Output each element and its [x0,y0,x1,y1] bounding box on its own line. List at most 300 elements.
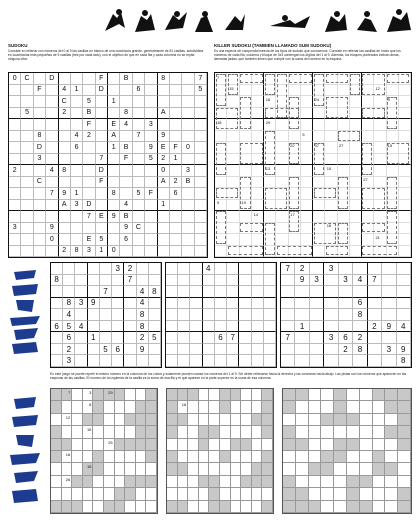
killer-cell[interactable] [276,142,288,154]
killer-cell[interactable] [264,211,276,223]
killer-cell[interactable] [325,119,337,131]
killer-cell[interactable] [399,119,411,131]
samurai-cell[interactable] [124,286,136,298]
samurai-cell[interactable] [239,355,251,367]
kakuro-cell[interactable] [283,414,296,426]
sudoku-cell[interactable] [83,73,95,85]
kakuro-cell[interactable] [373,476,386,488]
sudoku-cell[interactable] [21,188,33,200]
killer-cell[interactable] [313,211,325,223]
samurai-cell[interactable]: 8 [137,309,149,321]
kakuro-cell[interactable] [178,426,189,438]
sudoku-cell[interactable]: 0 [158,165,170,177]
samurai-cell[interactable] [227,355,239,367]
sudoku-cell[interactable] [170,223,182,235]
sudoku-cell[interactable]: F [96,73,108,85]
sudoku-cell[interactable] [158,96,170,108]
kakuro-cell[interactable] [283,463,296,475]
samurai-cell[interactable] [264,332,276,344]
samurai-cell[interactable] [190,275,202,287]
kakuro-cell[interactable] [360,439,373,451]
killer-cell[interactable] [240,211,252,223]
killer-cell[interactable] [374,96,386,108]
samurai-cell[interactable] [264,275,276,287]
samurai-cell[interactable] [397,309,411,321]
samurai-cell[interactable] [112,298,124,310]
samurai-cell[interactable] [203,332,215,344]
sudoku-cell[interactable] [182,234,194,246]
sudoku-cell[interactable]: E [108,119,120,131]
samurai-cell[interactable] [51,286,63,298]
sudoku-cell[interactable] [21,142,33,154]
samurai-cell[interactable] [397,286,411,298]
sudoku-cell[interactable]: 2 [59,246,71,258]
kakuro-cell[interactable] [347,451,360,463]
sudoku-cell[interactable] [195,154,207,166]
samurai-cell[interactable] [281,309,295,321]
kakuro-cell[interactable] [146,501,157,513]
kakuro-cell[interactable] [347,389,360,401]
killer-cell[interactable] [325,154,337,166]
sudoku-cell[interactable] [170,119,182,131]
killer-cell[interactable] [387,131,399,143]
sudoku-cell[interactable] [182,200,194,212]
kakuro-cell[interactable] [241,401,252,413]
sudoku-cell[interactable] [96,200,108,212]
kakuro-cell[interactable] [93,501,104,513]
sudoku-cell[interactable] [108,177,120,189]
kakuro-cell[interactable] [188,439,199,451]
samurai-cell[interactable] [281,321,295,333]
samurai-cell[interactable] [149,263,161,275]
killer-cell[interactable] [350,165,362,177]
kakuro-cell[interactable] [309,401,322,413]
kakuro-cell[interactable] [93,476,104,488]
sudoku-cell[interactable]: 5 [195,85,207,97]
sudoku-cell[interactable] [133,234,145,246]
killer-cell[interactable] [276,211,288,223]
killer-cell[interactable] [325,200,337,212]
samurai-cell[interactable] [239,309,251,321]
sudoku-cell[interactable] [120,131,132,143]
samurai-cell[interactable] [353,321,367,333]
sudoku-cell[interactable] [108,73,120,85]
kakuro-cell[interactable] [231,426,242,438]
kakuro-cell[interactable] [296,476,309,488]
samurai-cell[interactable] [281,275,295,287]
samurai-cell[interactable] [339,286,353,298]
kakuro-cell[interactable] [83,426,94,438]
sudoku-cell[interactable] [133,96,145,108]
samurai-cell[interactable] [203,355,215,367]
sudoku-cell[interactable] [170,165,182,177]
sudoku-cell[interactable] [59,142,71,154]
kakuro-cell[interactable] [231,451,242,463]
kakuro-cell[interactable] [188,463,199,475]
sudoku-cell[interactable]: 9 [120,223,132,235]
kakuro-cell[interactable] [62,476,73,488]
samurai-cell[interactable] [75,344,87,356]
samurai-cell[interactable]: 6 [353,298,367,310]
sudoku-cell[interactable] [158,246,170,258]
kakuro-cell[interactable] [385,414,398,426]
samurai-cell[interactable] [88,344,100,356]
sudoku-cell[interactable]: 5 [133,188,145,200]
killer-cell[interactable] [240,85,252,97]
sudoku-cell[interactable] [158,85,170,97]
samurai-cell[interactable] [368,298,382,310]
kakuro-cell[interactable] [209,439,220,451]
sudoku-cell[interactable] [83,177,95,189]
samurai-cell[interactable] [281,344,295,356]
killer-cell[interactable] [313,131,325,143]
sudoku-cell[interactable]: 7 [83,211,95,223]
killer-cell[interactable] [301,142,313,154]
sudoku-cell[interactable]: 2 [170,177,182,189]
samurai-cell[interactable] [368,344,382,356]
killer-cell[interactable] [252,85,264,97]
sudoku-cell[interactable] [59,211,71,223]
kakuro-cell[interactable] [360,414,373,426]
kakuro-cell[interactable] [241,389,252,401]
kakuro-cell[interactable] [321,476,334,488]
samurai-cell[interactable] [149,355,161,367]
sudoku-cell[interactable] [145,177,157,189]
samurai-cell[interactable] [100,321,112,333]
kakuro-cell[interactable] [83,451,94,463]
sudoku-cell[interactable]: 4 [120,119,132,131]
killer-cell[interactable] [338,165,350,177]
kakuro-cell[interactable] [72,463,83,475]
samurai-cell[interactable] [178,332,190,344]
samurai-cell[interactable] [112,286,124,298]
killer-cell[interactable] [399,177,411,189]
sudoku-cell[interactable] [170,131,182,143]
sudoku-cell[interactable] [120,96,132,108]
sudoku-cell[interactable] [120,85,132,97]
samurai-cell[interactable] [368,263,382,275]
samurai-cell[interactable] [264,355,276,367]
sudoku-cell[interactable]: E [158,142,170,154]
samurai-cell[interactable] [239,275,251,287]
kakuro-cell[interactable] [51,463,62,475]
samurai-cell[interactable] [124,332,136,344]
samurai-cell[interactable] [215,344,227,356]
sudoku-cell[interactable] [46,200,58,212]
killer-cell[interactable] [325,131,337,143]
samurai-cell[interactable] [215,321,227,333]
killer-cell[interactable] [289,165,301,177]
samurai-cell[interactable] [100,263,112,275]
sudoku-cell[interactable]: C [21,73,33,85]
sudoku-cell[interactable] [9,131,21,143]
samurai-cell[interactable] [397,263,411,275]
kakuro-cell[interactable] [241,488,252,500]
sudoku-cell[interactable] [170,96,182,108]
sudoku-cell[interactable] [182,96,194,108]
kakuro-cell[interactable] [125,389,136,401]
samurai-cell[interactable] [324,275,338,287]
sudoku-cell[interactable]: 3 [9,223,21,235]
sudoku-cell[interactable] [71,177,83,189]
kakuro-cell[interactable] [83,401,94,413]
samurai-cell[interactable] [190,298,202,310]
sudoku-cell[interactable] [133,119,145,131]
sudoku-cell[interactable] [145,223,157,235]
samurai-cell[interactable] [382,275,396,287]
sudoku-cell[interactable] [170,73,182,85]
samurai-cell[interactable] [149,275,161,287]
kakuro-cell[interactable] [115,476,126,488]
samurai-cell[interactable]: 5 [63,321,75,333]
samurai-cell[interactable] [339,298,353,310]
samurai-cell[interactable]: 8 [397,355,411,367]
samurai-cell[interactable] [295,286,309,298]
kakuro-cell[interactable] [93,439,104,451]
killer-cell[interactable] [215,177,227,189]
sudoku-cell[interactable] [9,119,21,131]
sudoku-cell[interactable] [59,119,71,131]
kakuro-cell[interactable] [72,488,83,500]
killer-cell[interactable] [350,234,362,246]
kakuro-cell[interactable] [309,414,322,426]
sudoku-cell[interactable]: 2 [9,165,21,177]
samurai-cell[interactable] [295,355,309,367]
killer-cell[interactable] [301,188,313,200]
samurai-cell[interactable] [203,298,215,310]
samurai-cell[interactable]: 9 [295,275,309,287]
samurai-cell[interactable] [324,355,338,367]
sudoku-cell[interactable]: 1 [108,96,120,108]
samurai-cell[interactable] [75,275,87,287]
sudoku-cell[interactable] [120,246,132,258]
kakuro-cell[interactable] [83,488,94,500]
kakuro-cell[interactable] [83,439,94,451]
kakuro-cell[interactable] [104,439,115,451]
sudoku-cell[interactable]: 2 [83,131,95,143]
sudoku-cell[interactable] [9,108,21,120]
killer-cell[interactable] [227,154,239,166]
samurai-cell[interactable] [88,275,100,287]
samurai-cell[interactable]: 2 [353,332,367,344]
killer-cell[interactable] [350,154,362,166]
samurai-cell[interactable] [178,344,190,356]
kakuro-cell[interactable] [231,414,242,426]
sudoku-cell[interactable] [34,119,46,131]
sudoku-cell[interactable]: 8 [59,165,71,177]
killer-cell[interactable] [338,85,350,97]
sudoku-cell[interactable] [71,73,83,85]
sudoku-cell[interactable] [145,234,157,246]
killer-cell[interactable] [215,131,227,143]
kakuro-cell[interactable] [178,451,189,463]
kakuro-cell[interactable] [296,401,309,413]
samurai-cell[interactable] [368,286,382,298]
kakuro-cell[interactable] [385,439,398,451]
samurai-cell[interactable] [149,321,161,333]
sudoku-cell[interactable] [83,85,95,97]
samurai-cell[interactable] [310,355,324,367]
samurai-cell[interactable]: 4 [203,263,215,275]
samurai-cell[interactable] [166,298,178,310]
samurai-cell[interactable] [339,321,353,333]
sudoku-cell[interactable]: A [158,177,170,189]
samurai-cell[interactable]: 3 [339,275,353,287]
samurai-cell[interactable]: 8 [353,344,367,356]
sudoku-cell[interactable] [145,211,157,223]
samurai-cell[interactable] [239,263,251,275]
samurai-cell[interactable] [324,309,338,321]
kakuro-cell[interactable] [309,389,322,401]
sudoku-cell[interactable] [133,177,145,189]
samurai-cell[interactable] [112,321,124,333]
samurai-cell[interactable] [339,355,353,367]
kakuro-cell[interactable] [252,426,263,438]
sudoku-cell[interactable] [34,96,46,108]
samurai-cell[interactable] [382,286,396,298]
killer-cell[interactable] [374,119,386,131]
samurai-cell[interactable] [190,344,202,356]
sudoku-cell[interactable] [21,154,33,166]
sudoku-cell[interactable] [182,188,194,200]
killer-cell[interactable] [399,200,411,212]
samurai-cell[interactable] [281,298,295,310]
sudoku-cell[interactable] [71,165,83,177]
killer-cell[interactable] [313,108,325,120]
samurai-cell[interactable] [124,298,136,310]
sudoku-cell[interactable] [158,211,170,223]
sudoku-cell[interactable]: 8 [71,246,83,258]
killer-cell[interactable] [289,234,301,246]
sudoku-cell[interactable] [96,119,108,131]
samurai-cell[interactable] [252,275,264,287]
samurai-cell[interactable] [149,309,161,321]
sudoku-cell[interactable] [71,108,83,120]
killer-cell[interactable] [276,131,288,143]
kakuro-cell[interactable] [51,476,62,488]
kakuro-cell[interactable] [252,501,263,513]
samurai-cell[interactable] [239,332,251,344]
samurai-cell[interactable] [324,321,338,333]
killer-cell[interactable] [301,200,313,212]
samurai-cell[interactable]: 8 [137,321,149,333]
samurai-cell[interactable] [137,263,149,275]
samurai-cell[interactable] [252,263,264,275]
sudoku-cell[interactable]: 1 [108,142,120,154]
sudoku-cell[interactable] [34,223,46,235]
samurai-cell[interactable] [75,263,87,275]
sudoku-cell[interactable] [170,200,182,212]
sudoku-cell[interactable]: 3 [83,246,95,258]
killer-cell[interactable] [227,223,239,235]
samurai-cell[interactable] [51,344,63,356]
sudoku-cell[interactable] [195,246,207,258]
samurai-cell[interactable] [339,263,353,275]
samurai-cell[interactable] [310,298,324,310]
sudoku-cell[interactable] [182,211,194,223]
kakuro-cell[interactable] [385,501,398,513]
samurai-cell[interactable]: 4 [353,275,367,287]
killer-cell[interactable] [301,211,313,223]
sudoku-cell[interactable] [158,119,170,131]
kakuro-cell[interactable] [231,463,242,475]
sudoku-cell[interactable] [46,211,58,223]
samurai-cell[interactable] [252,344,264,356]
sudoku-cell[interactable]: F [145,188,157,200]
samurai-cell[interactable] [63,286,75,298]
samurai-cell[interactable] [215,275,227,287]
samurai-cell[interactable] [51,355,63,367]
sudoku-cell[interactable] [182,223,194,235]
kakuro-cell[interactable] [347,463,360,475]
sudoku-cell[interactable]: A [59,200,71,212]
kakuro-cell[interactable] [231,476,242,488]
samurai-cell[interactable]: 9 [382,321,396,333]
samurai-cell[interactable] [252,298,264,310]
killer-cell[interactable] [301,154,313,166]
samurai-cell[interactable] [190,286,202,298]
samurai-cell[interactable]: 2 [63,344,75,356]
samurai-cell[interactable]: 6 [51,321,63,333]
kakuro-cell[interactable] [360,488,373,500]
sudoku-cell[interactable] [133,73,145,85]
samurai-cell[interactable] [215,355,227,367]
samurai-cell[interactable] [88,321,100,333]
kakuro-cell[interactable] [373,501,386,513]
sudoku-cell[interactable]: 6 [133,85,145,97]
kakuro-cell[interactable] [321,389,334,401]
killer-cell[interactable] [252,177,264,189]
samurai-cell[interactable]: 1 [88,332,100,344]
samurai-cell[interactable] [397,298,411,310]
kakuro-cell[interactable] [220,463,231,475]
samurai-cell[interactable] [252,355,264,367]
sudoku-cell[interactable] [195,223,207,235]
sudoku-cell[interactable] [46,85,58,97]
kakuro-cell[interactable] [115,414,126,426]
sudoku-cell[interactable] [120,165,132,177]
samurai-cell[interactable] [100,298,112,310]
samurai-cell[interactable] [324,344,338,356]
killer-cell[interactable] [350,246,362,258]
kakuro-cell[interactable] [104,451,115,463]
sudoku-cell[interactable] [145,96,157,108]
sudoku-cell[interactable] [170,234,182,246]
kakuro-cell[interactable] [125,501,136,513]
kakuro-cell[interactable] [334,426,347,438]
kakuro-cell[interactable] [209,389,220,401]
samurai-cell[interactable] [51,263,63,275]
kakuro-cell[interactable] [252,389,263,401]
samurai-cell[interactable]: 7 [124,275,136,287]
sudoku-cell[interactable]: 0 [108,246,120,258]
kakuro-cell[interactable] [178,401,189,413]
samurai-cell[interactable]: 5 [149,332,161,344]
killer-cell[interactable] [313,246,325,258]
kakuro-cell[interactable] [241,451,252,463]
kakuro-cell[interactable] [334,463,347,475]
kakuro-cell[interactable] [93,488,104,500]
sudoku-cell[interactable] [158,234,170,246]
sudoku-cell[interactable] [108,154,120,166]
killer-cell[interactable] [362,234,374,246]
killer-cell[interactable] [252,131,264,143]
kakuro-cell[interactable] [296,426,309,438]
killer-cell[interactable] [374,131,386,143]
kakuro-cell[interactable] [241,463,252,475]
sudoku-cell[interactable]: 9 [145,142,157,154]
sudoku-cell[interactable] [59,73,71,85]
